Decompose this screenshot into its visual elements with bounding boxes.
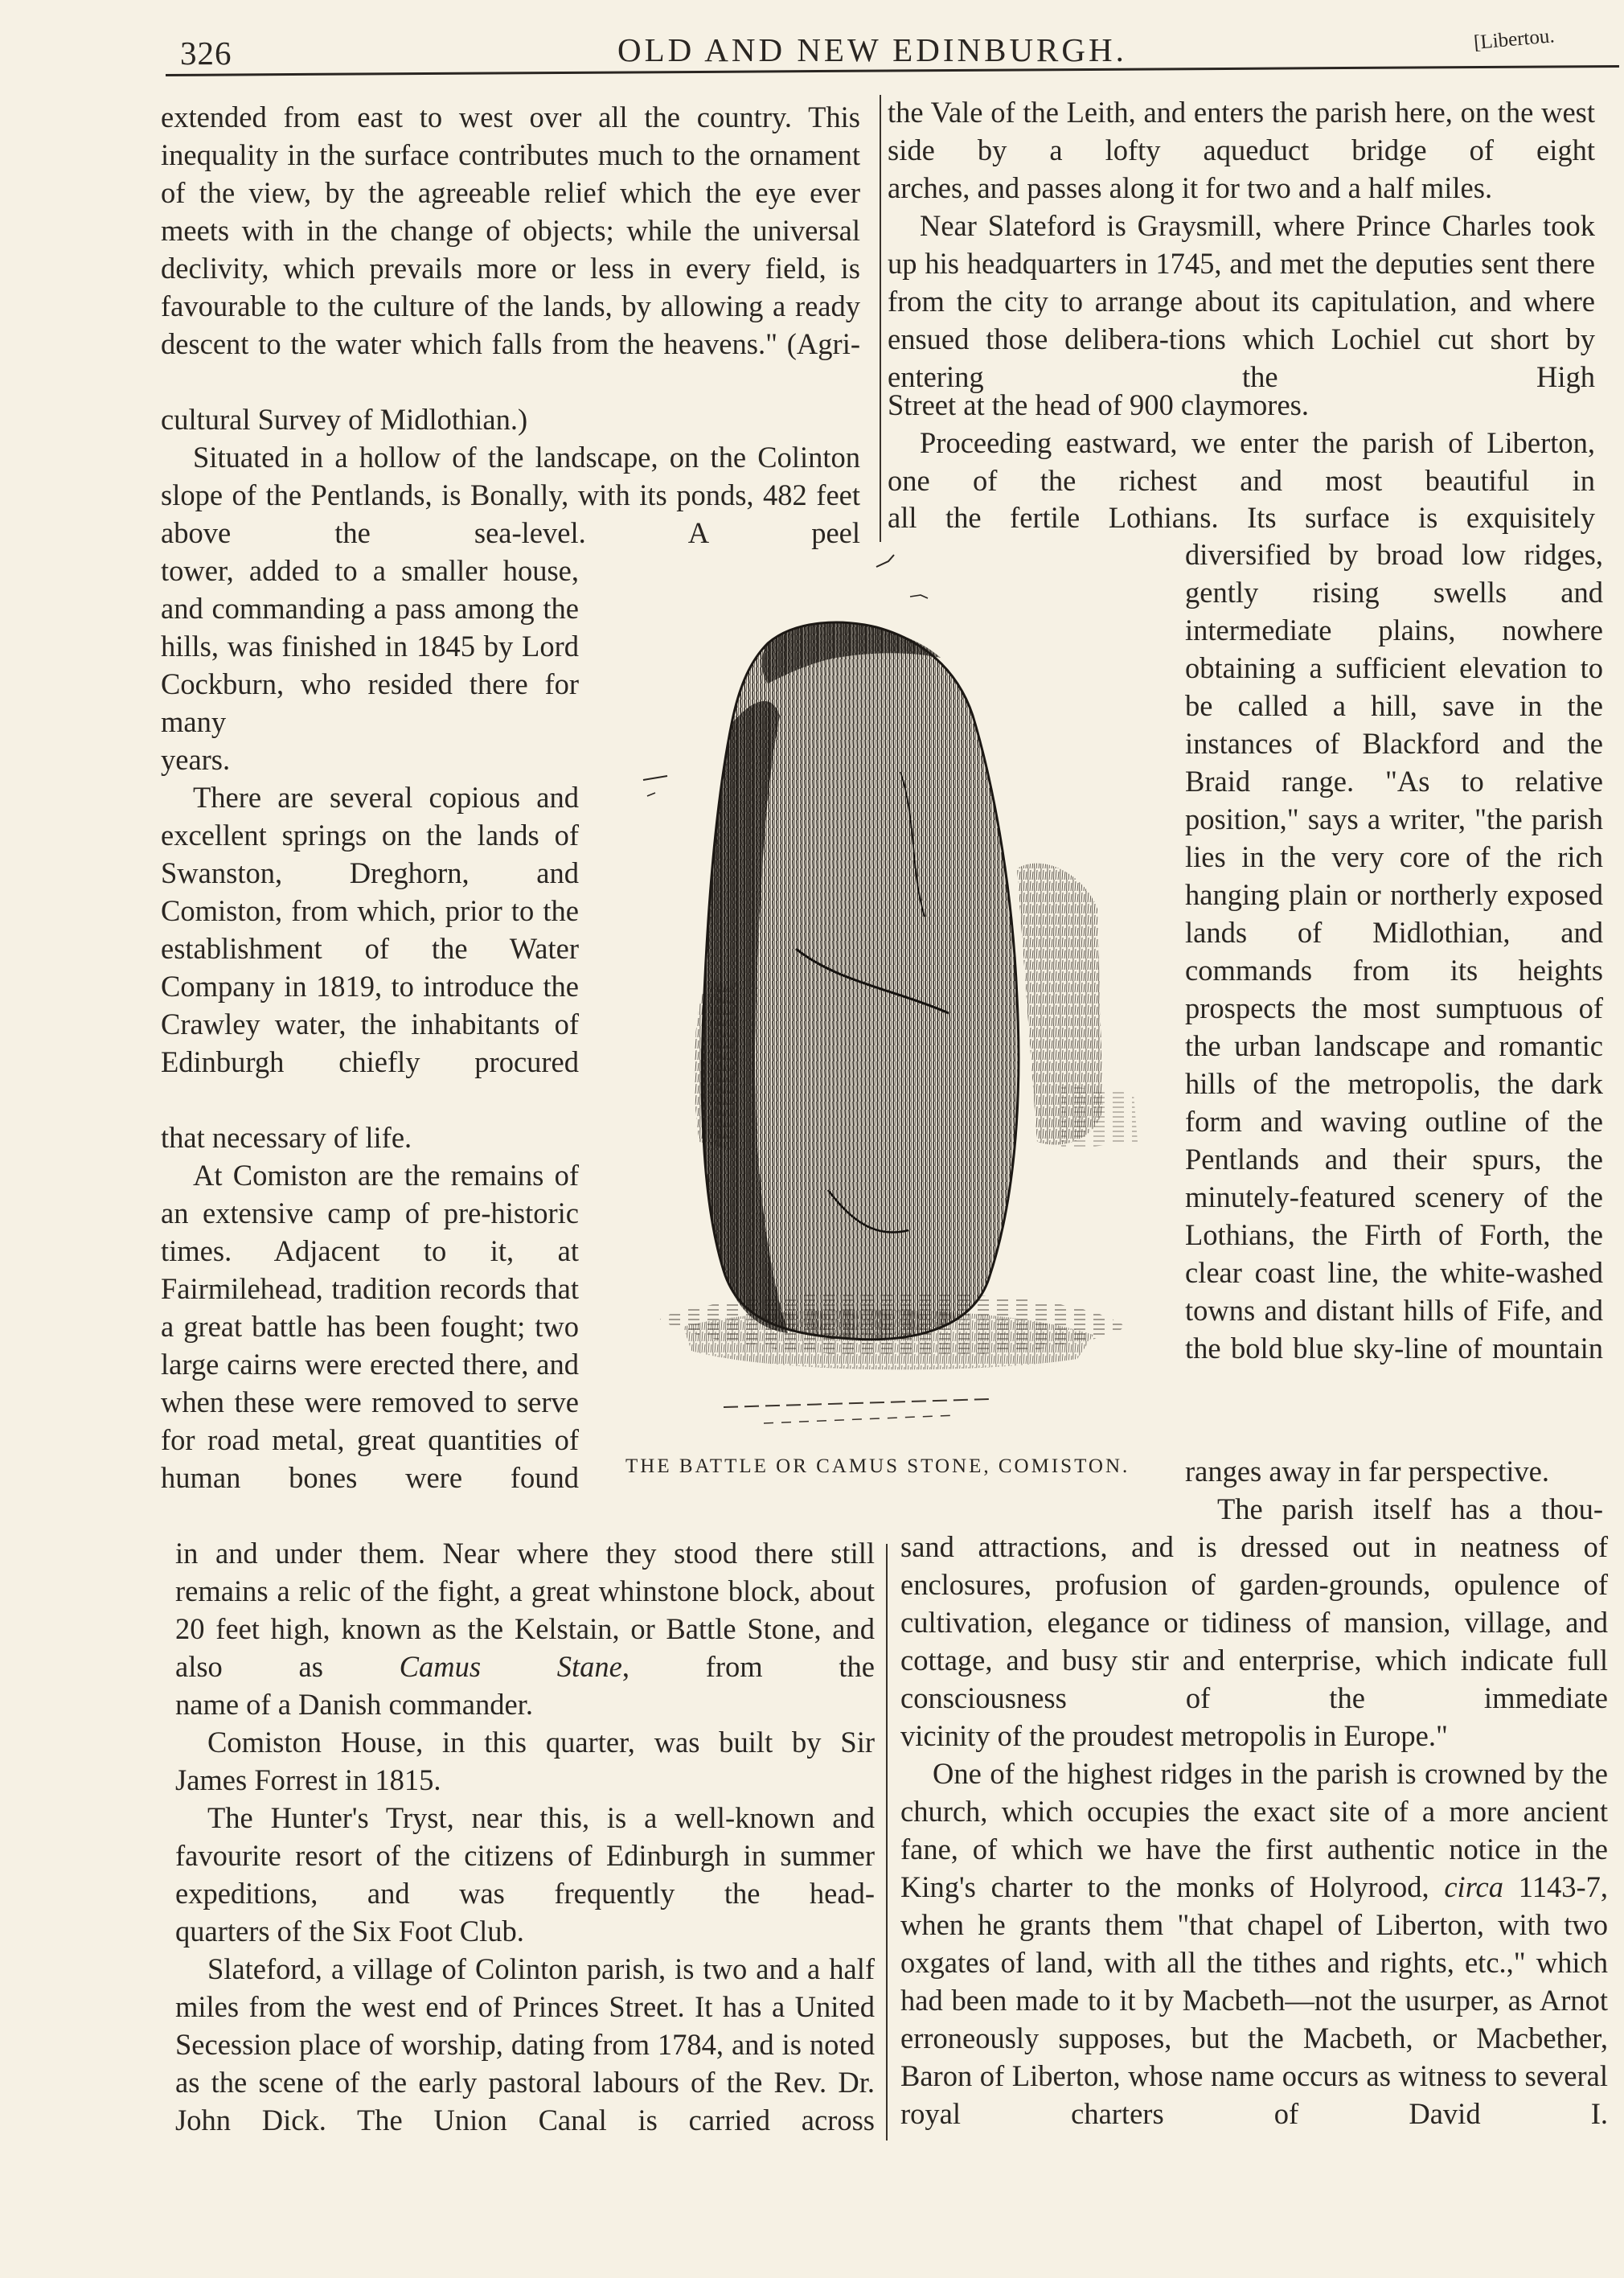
right-paragraph-3-line: all the fertile Lothians. Its surface is exquisitely — [888, 501, 1595, 534]
left-paragraph-3: There are several copious and excellent springs on the lands of Swanston, Dreghorn, and Comiston, from which, prior to the establishment of the Water Company in 1819, to introduce the Crawley water, the inhabitants of Edinburgh chiefly procured — [161, 781, 579, 1078]
left-paragraph-6: The Hunter's Tryst, near this, is a well-known and favourite resort of the citizens of Edinburgh in summer expeditions, and was frequently the head- — [175, 1801, 875, 1910]
left-paragraph-1: extended from east to west over all the country. This inequality in the surface contributes much to the ornament of the view, by the agreeable relief which the eye ever meets with in the change of objects; while the universal declivity, which prevails more or less in every field, is favourable to the culture of the lands, by allowing a ready descent to the water which falls from the heavens." (Agri- — [161, 101, 860, 360]
circa-term: circa — [1444, 1870, 1504, 1903]
p5-text-b: 1143-7, when he grants them "that chapel of Liberton, with two oxgates of land, with all the tithes and rights, etc.," which had been made to it by Macbeth—not the usurper, as Arnot erroneously supposes, but the Macbeth, or Macbether, Baron of Liberton, whose name occurs as witness to several royal charters of David I. — [900, 1870, 1608, 2130]
left-paragraph-4: At Comiston are the remains of an extensive camp of pre-historic times. Adjacent to it, at Fairmilehead, tradition records that a great battle has been fought; two large cairns were erected there, and when these were removed to serve for road metal, great quantities of human bones were found — [161, 1159, 579, 1494]
column-divider-bottom — [886, 1544, 888, 2140]
p5-text-a: One of the highest ridges in the parish is crowned by the church, which occupies the exact site of a more ancient fane, of which we have the first authentic notice in the King's charter to the monks of Holyrood, — [900, 1757, 1608, 1903]
left-paragraph-6-end: quarters of the Six Foot Club. — [175, 1915, 524, 1948]
p4-text-a: in and under them. Near where they stood there still remains a relic of the fight, a great whinstone block, about 20 feet high, known as the Kelstain, or Battle Stone, and also as — [175, 1537, 875, 1683]
right-paragraph-3-end: ranges away in far perspective. — [1185, 1455, 1549, 1488]
right-paragraph-5 — [900, 1755, 1608, 2132]
section-label: [Libertou. — [1473, 25, 1556, 54]
left-paragraph-1-end: cultural Survey of Midlothian.) — [161, 403, 528, 436]
page-number: 326 — [180, 35, 232, 72]
p4-text-b: , from the — [621, 1650, 876, 1683]
right-paragraph-3: Proceeding eastward, we enter the parish of Liberton, one of the richest and most beautiful in — [888, 426, 1595, 497]
left-paragraph-7: Slateford, a village of Colinton parish, is two and a half miles from the west end of Princes Street. It has a United Secession place of worship, dating from 1784, and is noted as the scene of the early pastoral labours of the Rev. Dr. John Dick. The Union Canal is carried across — [175, 1952, 875, 2136]
left-paragraph-4-continued — [175, 1534, 875, 1685]
left-paragraph-2: Situated in a hollow of the landscape, on the Colinton slope of the Pentlands, is Bonally, with its ponds, 482 feet above the sea-level. A peel — [161, 441, 860, 549]
camus-stane-term: Camus Stane — [399, 1650, 622, 1683]
standing-stone-engraving — [611, 531, 1174, 1463]
left-paragraph-2-narrow: tower, added to a smaller house, and commanding a pass among the hills, was finished in 1845 by Lord Cockburn, who resided there for many — [161, 554, 579, 738]
right-paragraph-3-narrow: diversified by broad low ridges, gently rising swells and intermediate plains, nowhere obtaining a sufficient elevation to be called a hill, save in the instances of Blackford and the Braid range. "As to relative position," says a writer, "the parish lies in the very core of the rich hanging plain or northerly exposed lands of Midlothian, and commands from its heights prospects the most sumptuous of the urban landscape and romantic hills of the metropolis, the dark form and waving outline of the Pentlands and their spurs, the minutely-featured scenery of the Lothians, the Firth of Forth, the clear coast line, the white-washed towns and distant hills of Fife, and the bold blue sky-line of mountain — [1185, 538, 1603, 1365]
left-paragraph-5-end: James Forrest in 1815. — [175, 1763, 441, 1796]
right-paragraph-4-narrow: The parish itself has a thou- — [1217, 1492, 1603, 1525]
figure-caption: THE BATTLE OR CAMUS STONE, COMISTON. — [625, 1455, 1130, 1477]
right-paragraph-1-end: arches, and passes along it for two and a half miles. — [888, 171, 1493, 204]
running-title: OLD AND NEW EDINBURGH. — [617, 31, 1127, 68]
right-paragraph-1: the Vale of the Leith, and enters the parish here, on the west side by a lofty aqueduct bridge of eight — [888, 96, 1595, 166]
left-paragraph-2-end: years. — [161, 743, 231, 776]
right-paragraph-2-end: Street at the head of 900 claymores. — [888, 388, 1309, 421]
column-divider-top — [880, 95, 881, 542]
left-paragraph-4-end: name of a Danish commander. — [175, 1688, 533, 1721]
left-paragraph-5: Comiston House, in this quarter, was built by Sir — [207, 1726, 875, 1759]
right-paragraph-4: sand attractions, and is dressed out in neatness of enclosures, profusion of garden-grounds, opulence of cultivation, elegance or tidiness of mansion, village, and cottage, and busy stir and enterprise, which indicate full consciousness of the immediate — [900, 1530, 1608, 1714]
left-paragraph-3-end: that necessary of life. — [161, 1121, 412, 1154]
right-paragraph-2: Near Slateford is Graysmill, where Prince Charles took up his headquarters in 1745, and met the deputies sent there from the city to arrange about its capitulation, and where ensued those delibera-tions which Lochiel cut short by entering the High — [888, 209, 1595, 393]
right-paragraph-4-end: vicinity of the proudest metropolis in Europe." — [900, 1719, 1448, 1752]
